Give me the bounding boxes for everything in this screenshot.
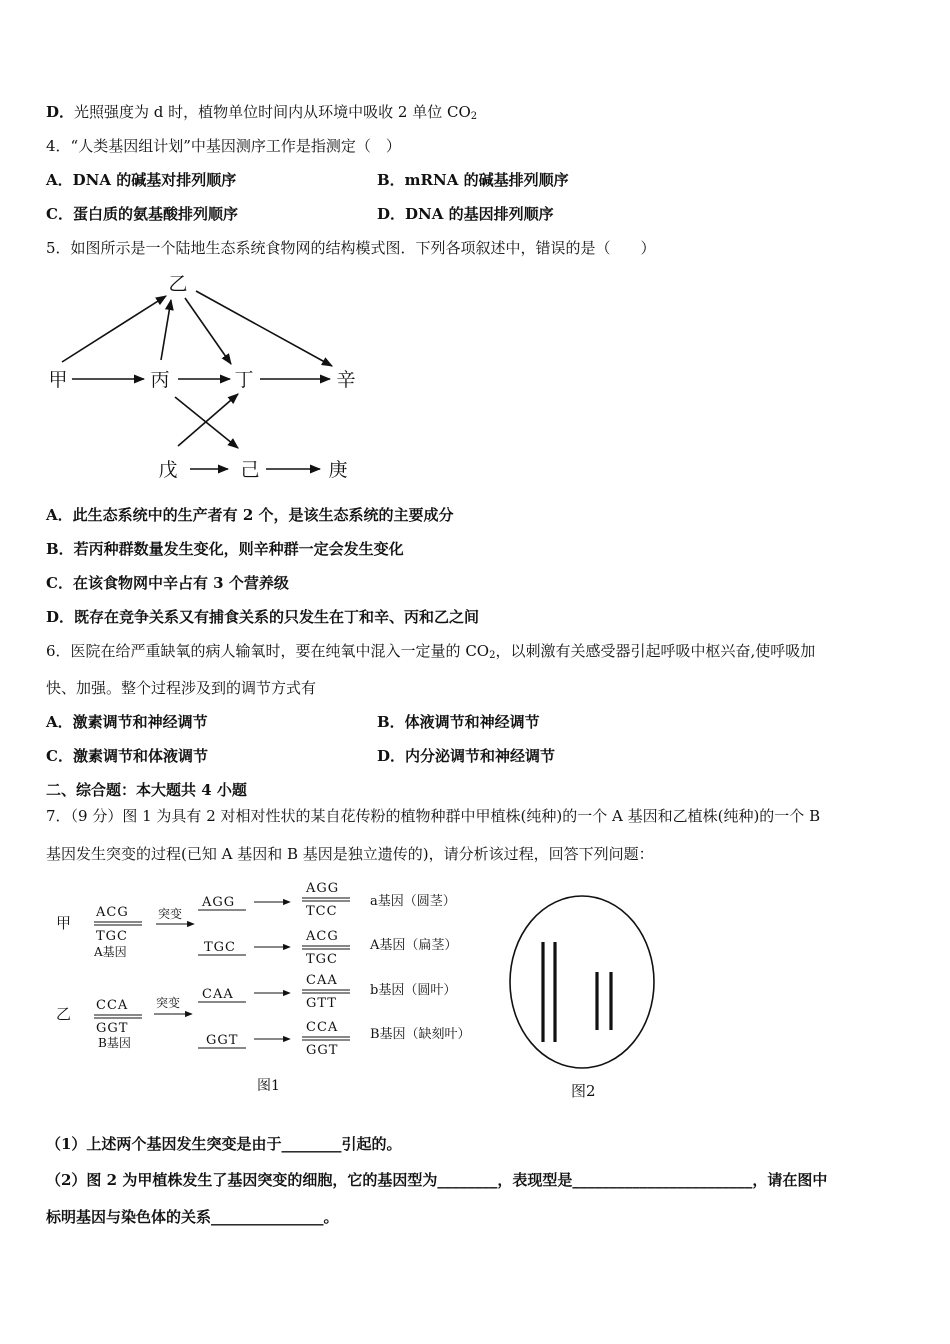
jia-result-2-bottom: TGC [306,952,339,967]
q4-option-a: A．DNA 的碱基对排列顺序 [46,171,237,189]
q6-stem-part2: ，以刺激有关感受器引起呼吸中枢兴奋,使呼吸加 [495,642,816,660]
node-ding: 丁 [234,369,254,391]
yi-result-2-top: CCA [306,1020,339,1035]
food-web-diagram [40,268,380,490]
q7-stem-line1: 7．（9 分）图 1 为具有 2 对相对性状的某自花传粉的植物种群中甲植株(纯种)的一个 A 基因和乙植株(纯种)的一个 B [46,807,821,825]
q6-stem-part1: 6．医院在给严重缺氧的病人输氧时，要在纯氧中混入一定量的 CO [46,642,490,660]
jia-strand-top: ACG [96,905,129,920]
row-label-yi: 乙 [56,1005,72,1023]
yi-result-2-bottom: GGT [306,1043,339,1058]
q3-option-d-text: 光照强度为 d 时，植物单位时间内从环境中吸收 2 单位 CO [74,103,471,121]
q7-stem-line2: 基因发生突变的过程(已知 A 基因和 B 基因是独立遗传的)，请分析该过程，回答下列问题： [46,845,654,863]
q6-option-c: C．激素调节和体液调节 [46,747,208,765]
q3-option-d-label: D． [46,103,75,121]
jia-mutant-strand-2: TGC [204,940,237,955]
node-wu: 戊 [158,459,178,481]
q5-option-d: D．既存在竞争关系又有捕食关系的只发生在丁和辛、丙和乙之间 [46,608,480,626]
yi-result-1-label: b基因（圆叶） [370,983,457,998]
q5-stem: 5．如图所示是一个陆地生态系统食物网的结构模式图．下列各项叙述中，错误的是（ ） [46,239,656,257]
q7-sub-question-1: （1）上述两个基因发生突变是由于________引起的。 [46,1135,402,1153]
figure-2-caption: 图2 [571,1082,596,1100]
yi-mutant-strand-1: CAA [202,987,234,1002]
jia-mutant-strand-1: AGG [202,895,236,910]
yi-gene-label: B基因 [98,1036,131,1050]
yi-strand-bottom: GGT [96,1021,129,1036]
q4-stem: 4．“人类基因组计划”中基因测序工作是指测定（ ） [46,137,401,155]
q6-option-d: D．内分泌调节和神经调节 [377,747,556,765]
cell-outline [510,896,654,1068]
jia-gene-label: A基因 [94,945,127,959]
node-bing: 丙 [150,369,170,391]
arrow-yi-xin [196,291,332,366]
arrow-jia-yi [62,296,166,362]
yi-mutation-label: 突变 [156,996,181,1010]
q3-option-d [46,102,477,127]
q7-sub-question-2-line2: 标明基因与染色体的关系_______________。 [46,1208,339,1226]
section-2-title: 二、综合题：本大题共 4 小题 [46,781,247,799]
figure-2-cell [505,870,665,1110]
q3-option-d-subscript: 2 [470,111,478,122]
yi-strand-top: CCA [96,998,129,1013]
jia-result-2-label: A基因（扁茎） [370,938,458,953]
q6-stem-subscript: 2 [489,650,496,661]
jia-result-1-bottom: TCC [306,904,338,919]
q6-option-b: B．体液调节和神经调节 [377,713,540,731]
q4-option-d: D．DNA 的基因排列顺序 [377,205,554,223]
node-xin: 辛 [336,369,356,391]
jia-result-1-top: AGG [306,881,340,896]
q4-option-c: C．蛋白质的氨基酸排列顺序 [46,205,238,223]
yi-mutant-strand-2: GGT [206,1033,239,1048]
jia-result-1-label: a基因（圆茎） [370,894,456,909]
arrow-wu-ding [178,394,238,446]
q6-stem-line2: 快、加强。整个过程涉及到的调节方式有 [46,679,317,697]
arrow-bing-yi [161,300,171,360]
node-yi: 乙 [168,273,188,295]
arrow-yi-ding [185,298,231,364]
jia-mutation-label: 突变 [158,907,183,921]
jia-strand-bottom: TGC [96,929,129,944]
q6-stem-line1 [46,641,815,666]
q5-option-a: A．此生态系统中的生产者有 2 个，是该生态系统的主要成分 [46,506,454,524]
figure-1-caption: 图1 [257,1078,280,1094]
figure-1-gene-mutation [50,872,500,1102]
yi-result-2-label: B基因（缺刻叶） [370,1027,471,1042]
node-geng: 庚 [328,459,348,481]
node-jia: 甲 [48,369,68,391]
q4-option-b: B．mRNA 的碱基排列顺序 [377,171,569,189]
q5-option-c: C．在该食物网中辛占有 3 个营养级 [46,574,289,592]
yi-result-1-top: CAA [306,973,338,988]
jia-result-2-top: ACG [306,929,339,944]
q7-sub-question-2-line1: （2）图 2 为甲植株发生了基因突变的细胞，它的基因型为________，表现型是________________________，请在图中 [46,1171,828,1189]
q5-option-b: B．若丙种群数量发生变化，则辛种群一定会发生变化 [46,540,404,558]
yi-result-1-bottom: GTT [306,996,337,1011]
q6-option-a: A．激素调节和神经调节 [46,713,208,731]
node-ji: 己 [240,459,260,481]
row-label-jia: 甲 [56,914,72,932]
